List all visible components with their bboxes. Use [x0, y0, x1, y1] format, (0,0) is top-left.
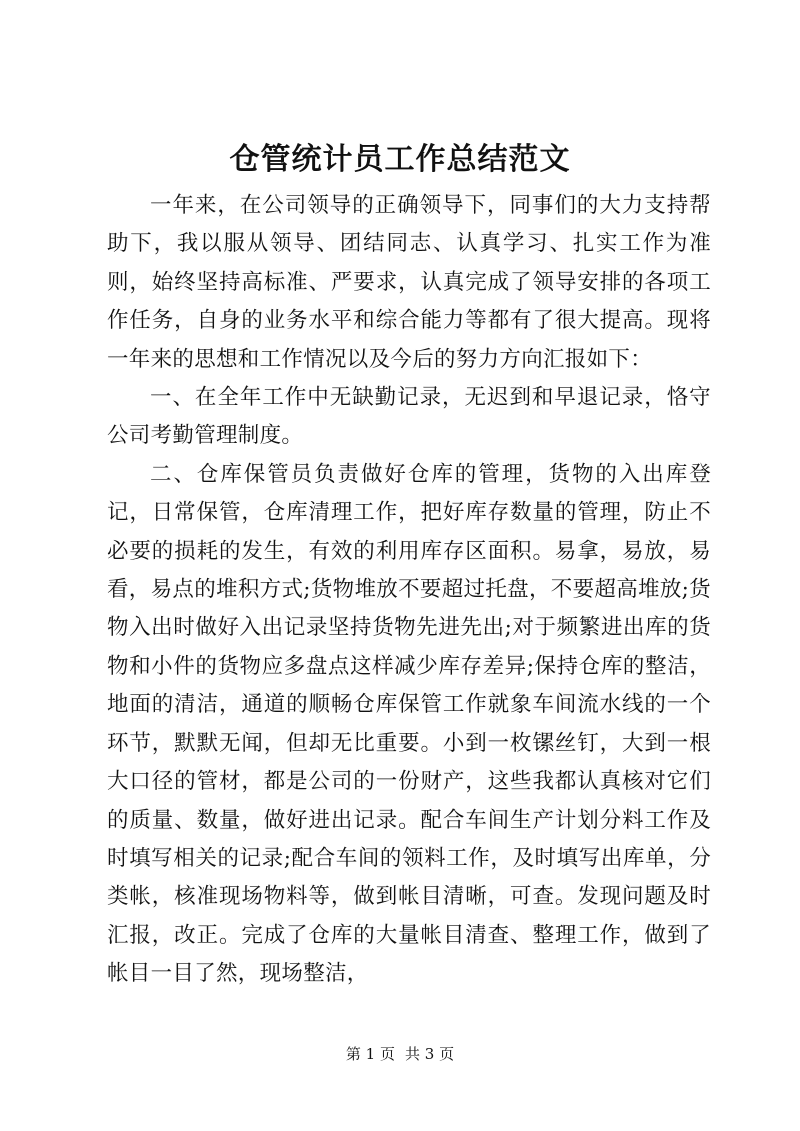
- page-total: 共 3 页: [405, 1045, 455, 1063]
- paragraph-warehouse: 二、仓库保管员负责做好仓库的管理，货物的入出库登记，日常保管，仓库清理工作，把好库存数量的管理，防止不必要的损耗的发生，有效的利用库存区面积。易拿，易放，易看，易点的堆积方式;货物堆放不要超过托盘，不要超高堆放;货物入出时做好入出记录坚持货物先进先出;对于频繁进出库的货物和小件的货物应多盘点这样减少库存差异;保持仓库的整洁，地面的清洁，通道的顺畅仓库保管工作就象车间流水线的一个环节，默默无闻，但却无比重要。小到一枚镙丝钉，大到一根大口径的管材，都是公司的一份财产，这些我都认真核对它们的质量、数量，做好进出记录。配合车间生产计划分料工作及时填写相关的记录;配合车间的领料工作，及时填写出库单，分类帐，核准现场物料等，做到帐目清晰，可查。发现问题及时汇报，改正。完成了仓库的大量帐目清查、整理工作，做到了帐目一目了然，现场整洁，: [107, 461, 711, 987]
- paragraph-attendance: 一、在全年工作中无缺勤记录，无迟到和早退记录，恪守公司考勤管理制度。: [107, 385, 711, 449]
- page-number: 第 1 页: [345, 1045, 395, 1063]
- page-footer: [0, 1044, 800, 1064]
- document-title: 仓管统计员工作总结范文: [229, 142, 571, 177]
- document-body: [107, 187, 711, 994]
- paragraph-intro: 一年来，在公司领导的正确领导下，同事们的大力支持帮助下，我以服从领导、团结同志、认真学习、扎实工作为准则，始终坚持高标准、严要求，认真完成了领导安排的各项工作任务，自身的业务水平和综合能力等都有了很大提高。现将一年来的思想和工作情况以及今后的努力方向汇报如下：: [107, 193, 711, 372]
